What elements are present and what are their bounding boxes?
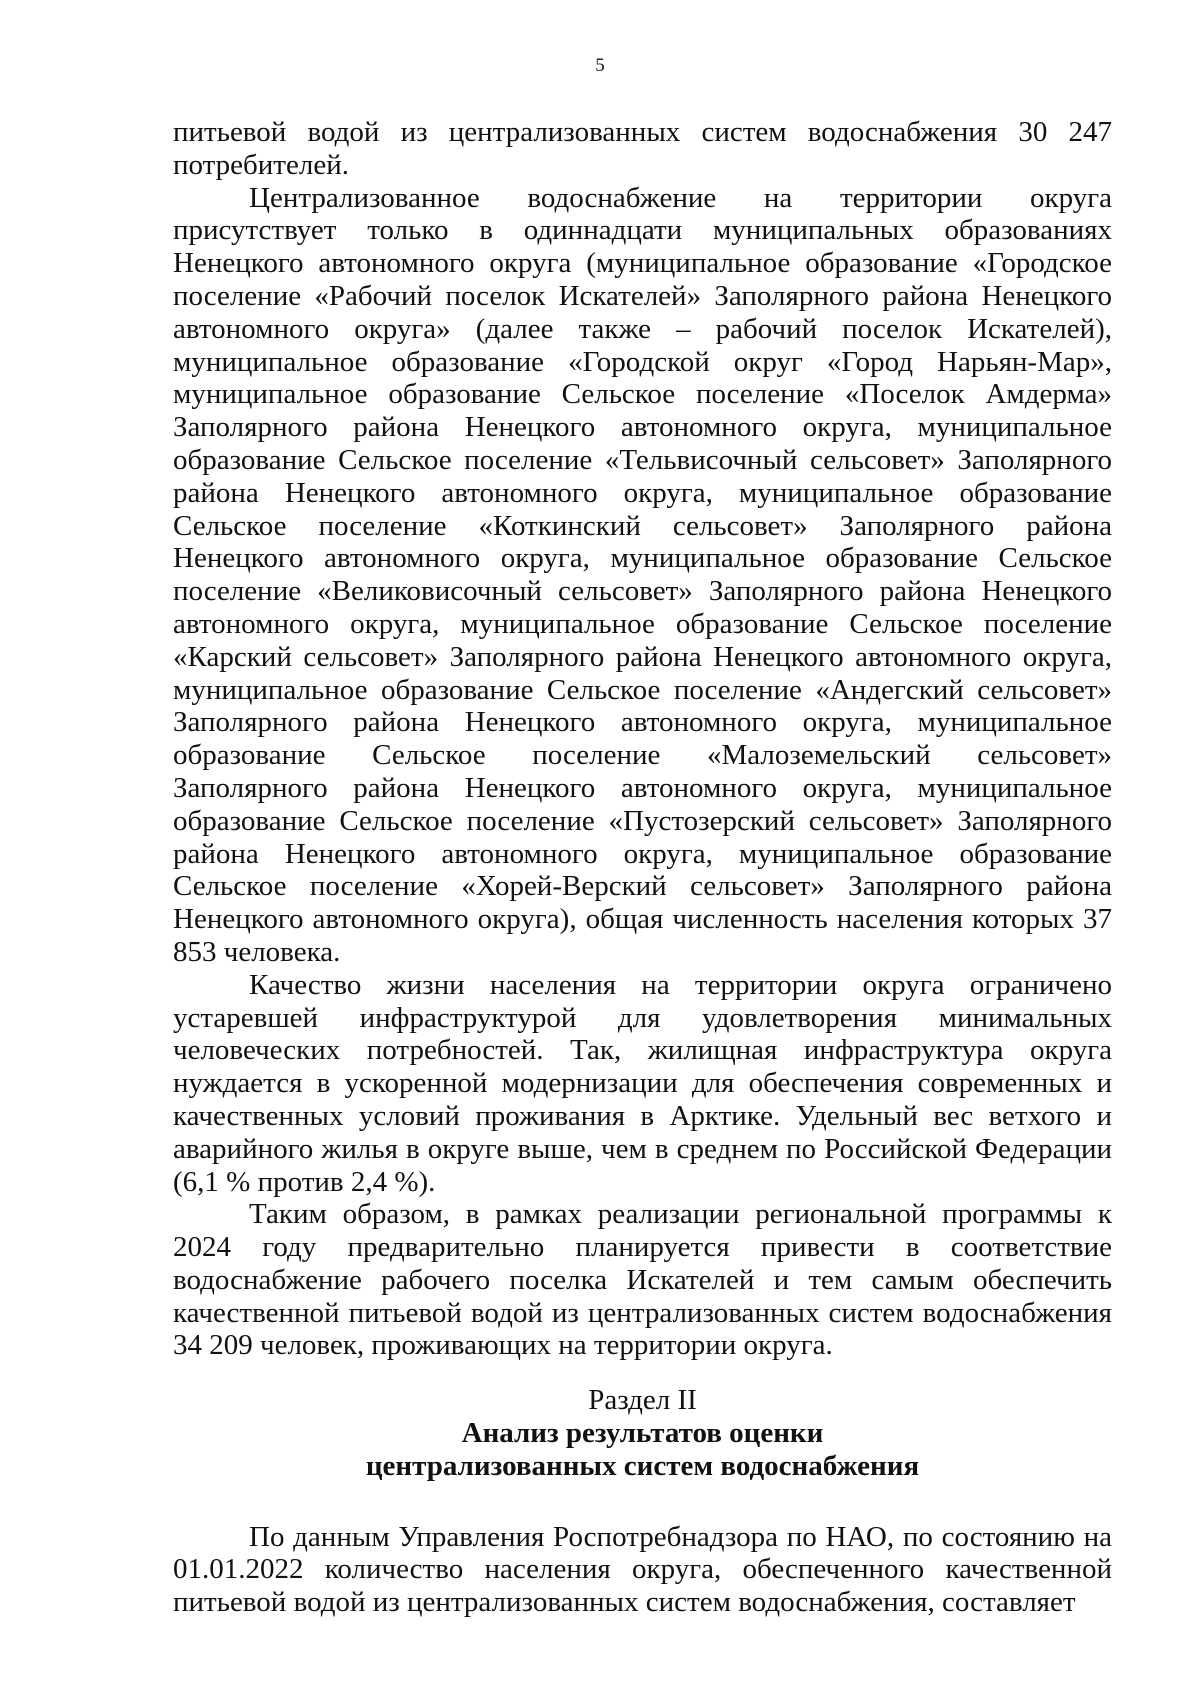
section-number: Раздел II — [588, 1384, 697, 1417]
paragraph-program-plan: Таким образом, в рамках реализации региональной программы к 2024 году предварительно планируется привести в соответствие водоснабжение рабочего поселка Искателей и тем самым обеспечить качественной питьевой водой из централизованных систем водоснабжения 34 209 человек, проживающих на территории округа. — [173, 1198, 1112, 1362]
section-heading — [173, 1384, 1112, 1482]
page-number: 5 — [595, 55, 605, 76]
paragraph-quality-of-life: Качество жизни населения на территории округа ограничено устаревшей инфраструктурой для удовлетворения минимальных человеческих потребностей. Так, жилищная инфраструктура округа нуждается в ускоренной модернизации для обеспечения современных и качественных условий проживания в Арктике. Удельный вес ветхого и аварийного жилья в округе выше, чем в среднем по Российской Федерации (6,1 % против 2,4 %). — [173, 968, 1112, 1198]
paragraph-water-supply: Централизованное водоснабжение на территории округа присутствует только в одиннадцати муниципальных образованиях Ненецкого автономного округа (муниципальное образование «Городское поселение «Рабочий поселок Искателей» Заполярного района Ненецкого автономного округа» (далее также – рабочий поселок Искателей), муниципальное образование «Городской округ «Город Нарьян-Мар», муниципальное образование Сельское поселение «Поселок Амдерма» Заполярного района Ненецкого автономного округа, муниципальное образование Сельское поселение «Тельвисочный сельсовет» Заполярного района Ненецкого автономного округа, муниципальное образование Сельское поселение «Коткинский сельсовет» Заполярного района Ненецкого автономного округа, муниципальное образование Сельское поселение «Великовисочный сельсовет» Заполярного района Ненецкого автономного округа, муниципальное образование Сельское поселение «Карский сельсовет» Заполярного района Ненецкого автономного округа, муниципальное образование Сельское поселение «Андегский сельсовет» Заполярного района Ненецкого автономного округа, муниципальное образование Сельское поселение «Малоземельский сельсовет» Заполярного района Ненецкого автономного округа, муниципальное образование Сельское поселение «Пустозерский сельсовет» Заполярного района Ненецкого автономного округа, муниципальное образование Сельское поселение «Хорей-Верский сельсовет» Заполярного района Ненецкого автономного округа), общая численность населения которых 37 853 человека. — [173, 181, 1112, 968]
section-title-line-2: централизованных систем водоснабжения — [365, 1449, 920, 1482]
section-title-line-1: Анализ результатов оценки — [461, 1417, 824, 1450]
document-body — [173, 116, 1112, 1619]
paragraph-rospotrebnadzor: По данным Управления Роспотребнадзора по НАО, по состоянию на 01.01.2022 количество населения округа, обеспеченного качественной питьевой водой из централизованных систем водоснабжения, составляет — [173, 1520, 1112, 1619]
paragraph-continuation: питьевой водой из централизованных систем водоснабжения 30 247 потребителей. — [173, 116, 1112, 181]
